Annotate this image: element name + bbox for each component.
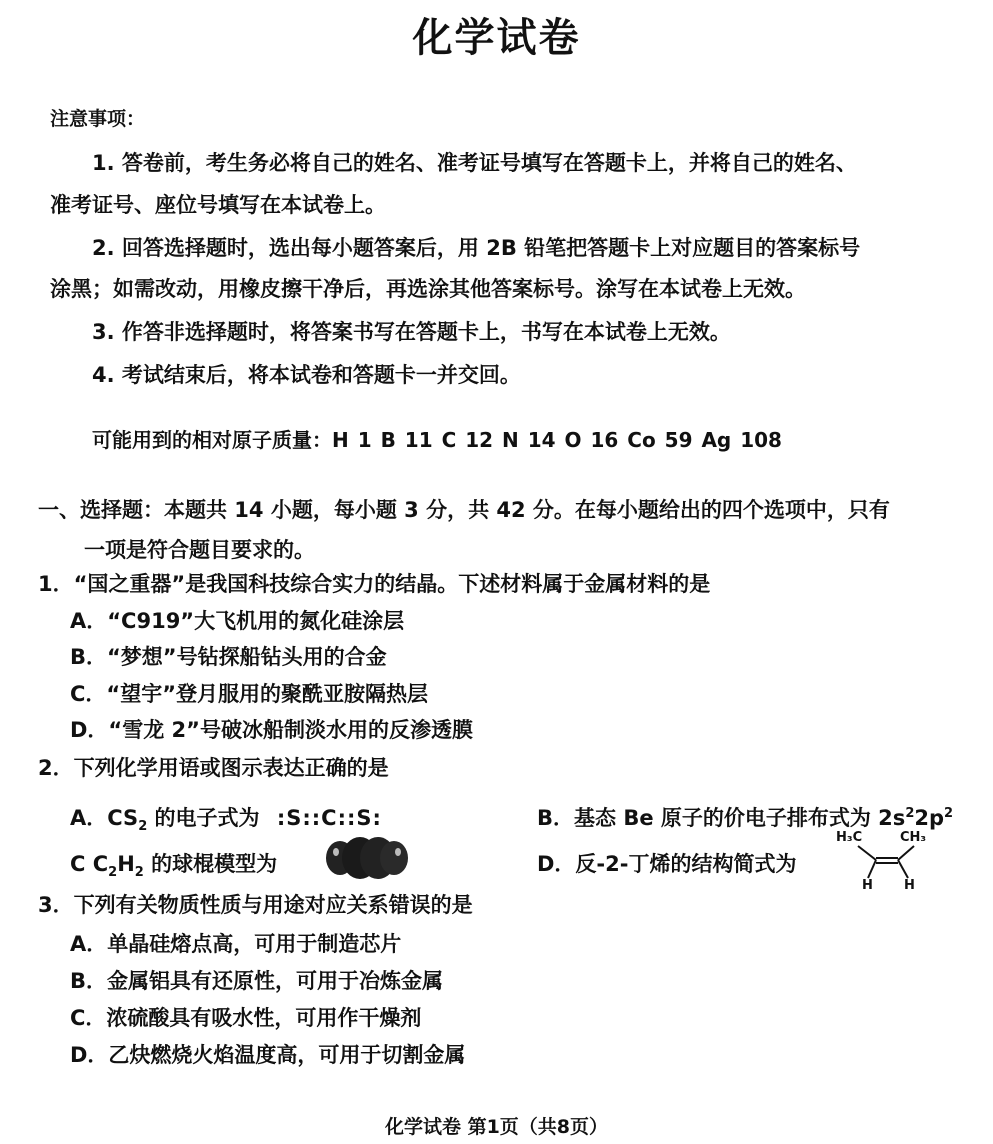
- page-footer: 化学试卷 第1页（共8页）: [384, 1116, 609, 1138]
- label-h3c: H₃C: [836, 830, 863, 845]
- bond-c3-h: [898, 860, 908, 878]
- question-3-option-d: D．乙炔燃烧火焰温度高，可用于切割金属: [70, 1043, 466, 1067]
- question-1-option-a: A．“C919”大飞机用的氮化硅涂层: [70, 609, 405, 633]
- bond-c1-c2: [858, 846, 876, 860]
- c2h2-ball-stick-model-image: [326, 836, 408, 880]
- cs2-electron-formula: :S::C::S:: [276, 806, 382, 830]
- question-1-option-c: C．“望宇”登月服用的聚酰亚胺隔热层: [70, 682, 429, 706]
- notice-item-2-line-1: 2. 回答选择题时，选出每小题答案后，用 2B 铅笔把答题卡上对应题目的答案标号: [92, 236, 861, 260]
- question-3-option-b: B．金属铝具有还原性，可用于冶炼金属: [70, 969, 444, 993]
- label-h-right: H: [904, 878, 915, 893]
- section-1-line-1: 一、选择题：本题共 14 小题，每小题 3 分，共 42 分。在每小题给出的四个选项中，只有: [38, 498, 890, 522]
- question-3-option-a: A．单晶硅熔点高，可用于制造芯片: [70, 932, 402, 956]
- page-title: 化学试卷: [412, 15, 581, 61]
- label-ch3: CH₃: [900, 830, 927, 845]
- question-2-stem: 2．下列化学用语或图示表达正确的是: [38, 756, 389, 780]
- question-3-stem: 3．下列有关物质性质与用途对应关系错误的是: [38, 893, 473, 917]
- label-h-left: H: [862, 878, 873, 893]
- notice-item-4: 4. 考试结束后，将本试卷和答题卡一并交回。: [92, 363, 521, 387]
- notice-heading: 注意事项：: [50, 108, 146, 130]
- question-3-option-c: C．浓硫酸具有吸水性，可用作干燥剂: [70, 1006, 422, 1030]
- model-highlight-1: [333, 848, 339, 856]
- question-1-stem: 1．“国之重器”是我国科技综合实力的结晶。下述材料属于金属材料的是: [38, 572, 711, 596]
- question-2-option-b: B．基态 Be 原子的价电子排布式为 $2s^22p^2$: [537, 806, 954, 830]
- question-2-option-d: D．反-2-丁烯的结构简式为: [537, 852, 797, 876]
- notice-item-1-line-2: 准考证号、座位号填写在本试卷上。: [50, 193, 386, 217]
- model-atom-4: [380, 841, 408, 875]
- question-2-option-a: A．$CS_2$ 的电子式为 :S::C::S:: [70, 806, 382, 835]
- notice-item-1-line-1: 1. 答卷前，考生务必将自己的姓名、准考证号填写在答题卡上，并将自己的姓名、: [92, 151, 857, 175]
- model-highlight-2: [395, 848, 401, 856]
- question-1-option-b: B．“梦想”号钻探船钻头用的合金: [70, 645, 387, 669]
- section-1-line-2: 一项是符合题目要求的。: [84, 538, 315, 562]
- question-1-option-d: D．“雪龙 2”号破冰船制淡水用的反渗透膜: [70, 718, 473, 742]
- notice-item-3: 3. 作答非选择题时，将答案书写在答题卡上，书写在本试卷上无效。: [92, 320, 731, 344]
- question-2-option-c: C $C_2H_2$ 的球棍模型为: [70, 852, 278, 881]
- atomic-masses: 可能用到的相对原子质量：H 1 B 11 C 12 N 14 O 16 Co 59 Ag 108: [92, 428, 782, 452]
- bond-c2-h: [868, 860, 876, 878]
- notice-item-2-line-2: 涂黑；如需改动，用橡皮擦干净后，再选涂其他答案标号。涂写在本试卷上无效。: [50, 277, 806, 301]
- bond-c3-c4: [898, 846, 914, 860]
